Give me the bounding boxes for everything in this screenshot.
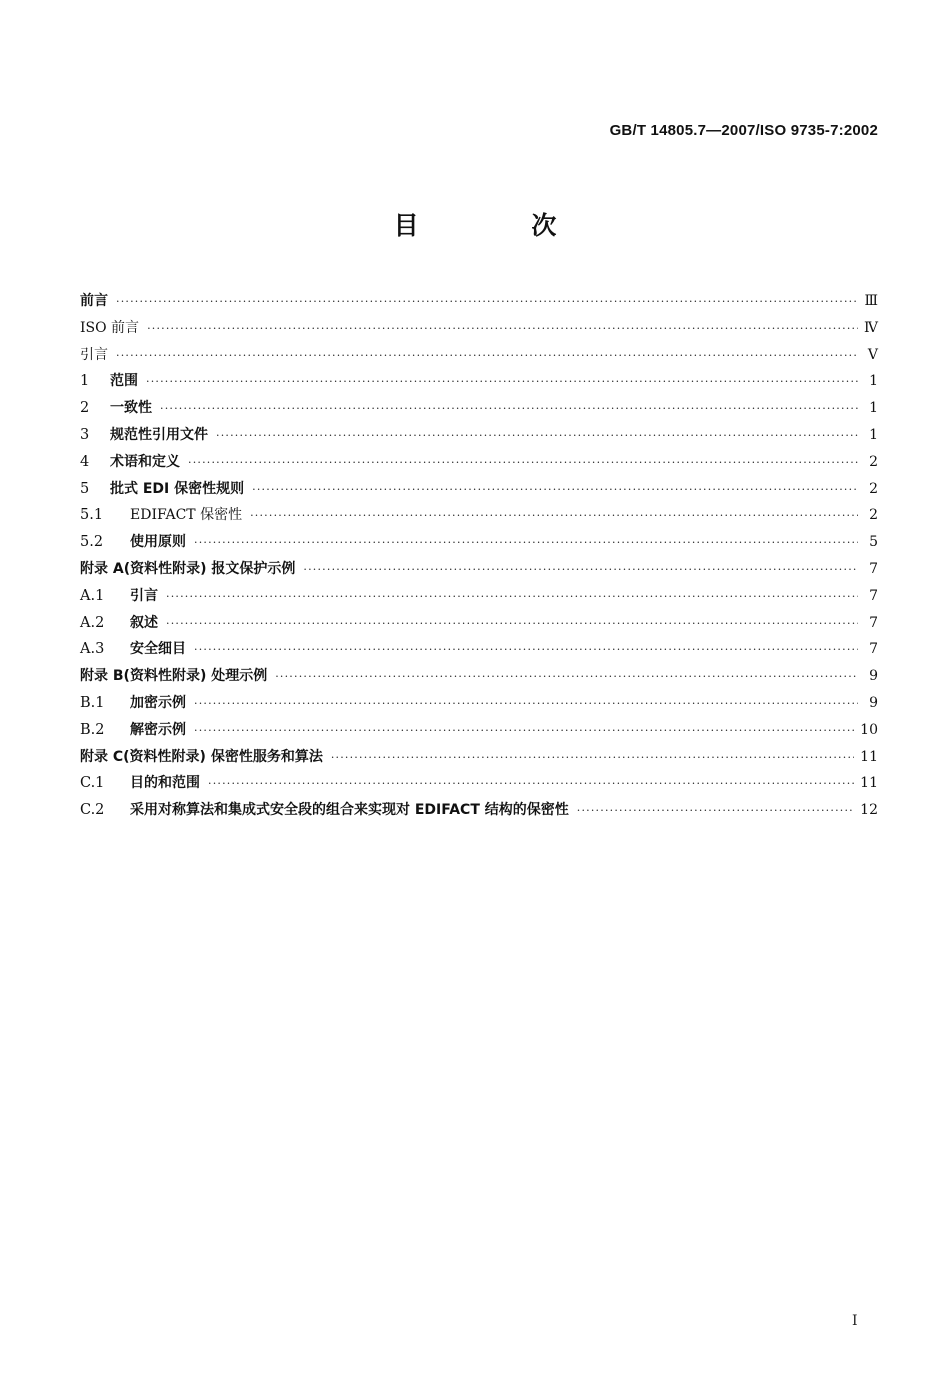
- toc-entry-title: 范围: [110, 373, 138, 390]
- toc-entry-page: 7: [869, 560, 878, 577]
- toc-entry-page: V: [867, 346, 878, 363]
- toc-entry-title: 一致性: [110, 400, 152, 417]
- toc-entry-title: EDIFACT 保密性: [130, 507, 243, 524]
- toc-entry-number: 3: [80, 426, 90, 443]
- toc-entry[interactable]: [80, 770, 878, 797]
- toc-entry-page: 7: [869, 614, 878, 631]
- toc-entry-title: 叙述: [130, 614, 158, 631]
- toc-entry-number: 1: [80, 373, 90, 390]
- toc-entry-title: 使用原则: [130, 534, 186, 551]
- toc-entry-number: C.2: [80, 802, 105, 819]
- toc-entry-page: Ⅳ: [864, 319, 878, 336]
- toc-entry-title: ISO 前言: [80, 319, 140, 336]
- toc-entry[interactable]: [80, 797, 878, 824]
- toc-leader-dots: [194, 718, 854, 745]
- toc-entry-number: 5.2: [80, 534, 104, 551]
- toc-leader-dots: [194, 530, 858, 557]
- toc-entry-number: 5: [80, 480, 90, 497]
- toc-entry-page: 1: [869, 426, 878, 443]
- toc-leader-dots: [166, 611, 858, 638]
- toc-entry[interactable]: [80, 663, 878, 690]
- toc-entry-title: 术语和定义: [110, 453, 180, 470]
- toc-entry-number: A.1: [80, 587, 105, 604]
- toc-entry[interactable]: [80, 556, 878, 583]
- toc-leader-dots: [160, 396, 858, 423]
- toc-entry-title: 引言: [80, 346, 108, 363]
- toc-leader-dots: [116, 289, 858, 316]
- toc-entry[interactable]: [80, 636, 878, 663]
- toc-entry[interactable]: [80, 368, 878, 395]
- toc-entry[interactable]: [80, 288, 878, 315]
- toc-leader-dots: [147, 316, 858, 343]
- toc-entry-number: 5.1: [80, 507, 104, 524]
- toc-entry[interactable]: [80, 610, 878, 637]
- toc-leader-dots: [188, 450, 858, 477]
- toc-entry-page: 2: [869, 507, 878, 524]
- toc-entry-page: 11: [860, 748, 878, 765]
- toc-leader-dots: [275, 664, 858, 691]
- toc-entry-page: 7: [869, 641, 878, 658]
- toc-entry-title: 批式 EDI 保密性规则: [110, 480, 245, 497]
- toc-entry-number: B.2: [80, 721, 105, 738]
- toc-entry-number: 4: [80, 453, 90, 470]
- toc-leader-dots: [146, 369, 858, 396]
- toc-entry-page: 7: [869, 587, 878, 604]
- toc-leader-dots: [216, 423, 858, 450]
- toc-entry-title: 解密示例: [130, 721, 186, 738]
- toc-entry-title: 引言: [130, 587, 158, 604]
- toc-entry[interactable]: [80, 315, 878, 342]
- toc-entry-title: 安全细目: [130, 641, 186, 658]
- toc-entry[interactable]: [80, 717, 878, 744]
- toc-leader-dots: [208, 771, 854, 798]
- toc-entry-page: 9: [869, 668, 878, 685]
- toc-entry-page: 2: [869, 480, 878, 497]
- page-number: I: [852, 1313, 858, 1329]
- toc-entry-title: 采用对称算法和集成式安全段的组合来实现对 EDIFACT 结构的保密性: [130, 802, 569, 819]
- toc-entry[interactable]: [80, 744, 878, 771]
- toc-entry-number: A.2: [80, 614, 105, 631]
- toc-leader-dots: [194, 637, 858, 664]
- toc-entry[interactable]: [80, 449, 878, 476]
- toc-entry-page: 11: [860, 775, 878, 792]
- toc-entry[interactable]: [80, 395, 878, 422]
- toc-entry-page: Ⅲ: [864, 293, 878, 309]
- toc-leader-dots: [303, 557, 858, 584]
- toc-entry-title: 附录 A(资料性附录) 报文保护示例: [80, 560, 296, 577]
- toc-leader-dots: [577, 798, 854, 825]
- toc-entry-page: 2: [869, 453, 878, 470]
- toc-entry-title: 加密示例: [130, 694, 186, 711]
- toc-entry[interactable]: [80, 529, 878, 556]
- toc-entry[interactable]: [80, 342, 878, 369]
- toc-entry[interactable]: [80, 583, 878, 610]
- toc-entry-page: 12: [860, 802, 878, 819]
- toc-entry[interactable]: [80, 502, 878, 529]
- toc-entry-page: 9: [869, 694, 878, 711]
- toc-entry[interactable]: [80, 476, 878, 503]
- toc-entry-number: 2: [80, 400, 90, 417]
- toc-entry-page: 5: [869, 534, 878, 551]
- toc-entry-title: 前言: [80, 293, 108, 309]
- toc-leader-dots: [331, 745, 854, 772]
- toc-entry[interactable]: [80, 422, 878, 449]
- toc-entry[interactable]: [80, 690, 878, 717]
- toc-entry-title: 附录 C(资料性附录) 保密性服务和算法: [80, 748, 323, 765]
- toc-entry-page: 10: [860, 721, 878, 738]
- toc-entry-number: A.3: [80, 641, 105, 658]
- toc-leader-dots: [250, 503, 858, 530]
- toc-leader-dots: [194, 691, 858, 718]
- toc-entry-number: C.1: [80, 775, 105, 792]
- standard-code: GB/T 14805.7—2007/ISO 9735-7:2002: [609, 122, 878, 139]
- toc-entry-page: 1: [869, 373, 878, 390]
- toc-entry-title: 规范性引用文件: [110, 426, 208, 443]
- toc-leader-dots: [166, 584, 858, 611]
- table-of-contents: [80, 288, 878, 824]
- toc-entry-page: 1: [869, 400, 878, 417]
- toc-entry-title: 目的和范围: [130, 775, 200, 792]
- toc-entry-title: 附录 B(资料性附录) 处理示例: [80, 668, 268, 685]
- toc-leader-dots: [116, 343, 858, 370]
- toc-entry-number: B.1: [80, 694, 105, 711]
- toc-leader-dots: [252, 477, 858, 504]
- page-title: 目 次: [393, 211, 609, 240]
